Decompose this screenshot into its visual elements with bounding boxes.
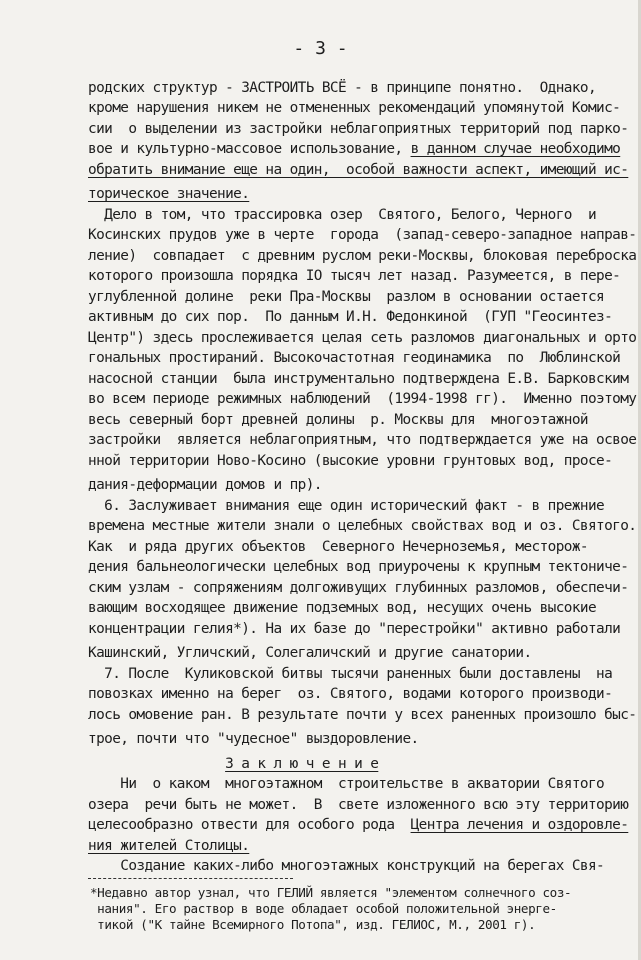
text-line (88, 475, 322, 495)
text-line (88, 119, 628, 139)
text-line (88, 451, 612, 471)
line-text: лось омовение ран. В результате почти у всех раненных произошло быс- (88, 707, 637, 723)
text-line (88, 774, 604, 794)
heading-text: З а к л ю ч е н и е (225, 756, 379, 772)
text-line (88, 815, 628, 835)
text-line (88, 78, 596, 98)
underlined-text: в данном случае необходимо (410, 141, 621, 157)
text-line (88, 578, 628, 598)
text-line (88, 348, 620, 368)
underlined-text: торическое значение. (88, 186, 250, 202)
text-line (88, 836, 249, 856)
line-text: Косинских прудов уже в черте города (запад-северо-западное направ- (88, 227, 637, 243)
line-text: озера речи быть не может. В свете изложенного всю эту территорию (88, 797, 629, 813)
underlined-text: обратить внимание еще на один, особой важности аспект, имеющий ис- (88, 162, 629, 178)
line-text: Дело в том, что трассировка озер Святого, Белого, Черного и (88, 207, 597, 223)
line-text: ление) совпадает с древним руслом реки-Москвы, блоковая переброска (88, 248, 637, 264)
line-text: 7. После Куликовской битвы тысячи раненных были доставлены на (88, 666, 613, 682)
text-line (88, 369, 628, 389)
text-line (88, 856, 604, 876)
text-line (88, 205, 596, 225)
text-line (88, 139, 620, 159)
footnote-line: тикой ("К тайне Всемирного Потопа", изд. ГЕЛИОС, М., 2001 г). (90, 917, 536, 932)
section-heading (88, 754, 378, 774)
text-line (88, 328, 636, 348)
text-line (88, 98, 620, 118)
underlined-text: Центра лечения и оздоровле- (410, 817, 629, 833)
footnote-line: *Недавно автор узнал, что ГЕЛИЙ является "элементом солнечного соз- (90, 885, 572, 900)
line-text: нной территории Ново-Косино (высокие уровни грунтовых вод, просе- (88, 453, 613, 469)
line-text: Центр") здесь прослеживается целая сеть разломов диагональных и орто (88, 330, 637, 346)
line-text: активным до сих пор. По данным И.Н. Федонкиной (ГУП "Геосинтез- (88, 309, 613, 325)
line-text: ским узлам - сопряжениям долгоживущих глубинных разломов, обеспечи- (88, 580, 629, 596)
line-text: целесообразно отвести для особого рода (88, 817, 411, 833)
text-line (88, 266, 620, 286)
text-line (88, 729, 419, 749)
text-line (88, 619, 620, 639)
text-line (88, 684, 612, 704)
line-text: Ни о каком многоэтажном строительстве в акватории Святого (88, 776, 605, 792)
line-text: повозках именно на берег оз. Святого, водами которого производи- (88, 686, 613, 702)
line-text: Кашинский, Угличский, Солегаличский и другие санатории. (88, 645, 532, 661)
line-text: весь северный борт древней долины р. Москвы для многоэтажной (88, 412, 588, 428)
line-text: которого произошла порядка IO тысяч лет назад. Разумеется, в пере- (88, 268, 621, 284)
line-text: вое и культурно-массовое использование, (88, 141, 411, 157)
text-line (88, 430, 636, 450)
text-line (88, 184, 249, 204)
text-line (88, 410, 588, 430)
text-line (88, 537, 588, 557)
text-line (88, 598, 596, 618)
underlined-text: ния жителей Столицы. (88, 838, 250, 854)
line-text: трое, почти что "чудесное" выздоровление. (88, 731, 419, 747)
text-line (88, 705, 636, 725)
text-line (88, 287, 604, 307)
text-line (88, 160, 628, 180)
footnote-line: нания". Его раствор в воде обладает особой положительной энерге- (90, 901, 557, 916)
text-line (88, 225, 636, 245)
text-line (88, 246, 636, 266)
footnote-separator (88, 878, 293, 879)
line-text: во всем периоде режимных наблюдений (1994-1998 гг). Именно поэтому (88, 391, 637, 407)
line-text: родских структур - ЗАСТРОИТЬ ВСЁ - в принципе понятно. Однако, (88, 80, 597, 96)
text-line (88, 389, 636, 409)
text-line (88, 516, 636, 536)
line-text: вающим восходящее движение подземных вод, несущих очень высокие (88, 600, 597, 616)
line-text: сии о выделении из застройки неблагоприятных территорий под парко- (88, 121, 629, 137)
line-text: концентрации гелия*). На их базе до "перестройки" активно работали (88, 621, 621, 637)
line-text: Создание каких-либо многоэтажных конструкций на берегах Свя- (88, 858, 605, 874)
text-line (88, 557, 628, 577)
line-text: углубленной долине реки Пра-Москвы разлом в основании остается (88, 289, 605, 305)
page-number: - 3 - (293, 38, 348, 59)
line-text: насосной станции была инструментально подтверждена Е.В. Барковским (88, 371, 629, 387)
line-text: застройки является неблагоприятным, что подтверждается уже на освое (88, 432, 637, 448)
text-line (88, 795, 628, 815)
line-text: 6. Заслуживает внимания еще один исторический факт - в прежние (88, 498, 605, 514)
line-text: Как и ряда других объектов Северного Нечерноземья, месторож- (88, 539, 588, 555)
line-text: дения бальнеологически целебных вод приурочены к крупным тектониче- (88, 559, 629, 575)
text-line (88, 643, 532, 663)
text-line (88, 664, 612, 684)
line-text: времена местные жители знали о целебных свойствах вод и оз. Святого. (88, 518, 637, 534)
line-text: кроме нарушения никем не отмененных рекомендаций упомянутой Комис- (88, 100, 621, 116)
heading-indent (88, 756, 225, 772)
text-line (88, 307, 612, 327)
text-line (88, 496, 604, 516)
line-text: дания-деформации домов и пр). (88, 477, 322, 493)
line-text: гональных простираний. Высокочастотная геодинамика по Люблинской (88, 350, 621, 366)
